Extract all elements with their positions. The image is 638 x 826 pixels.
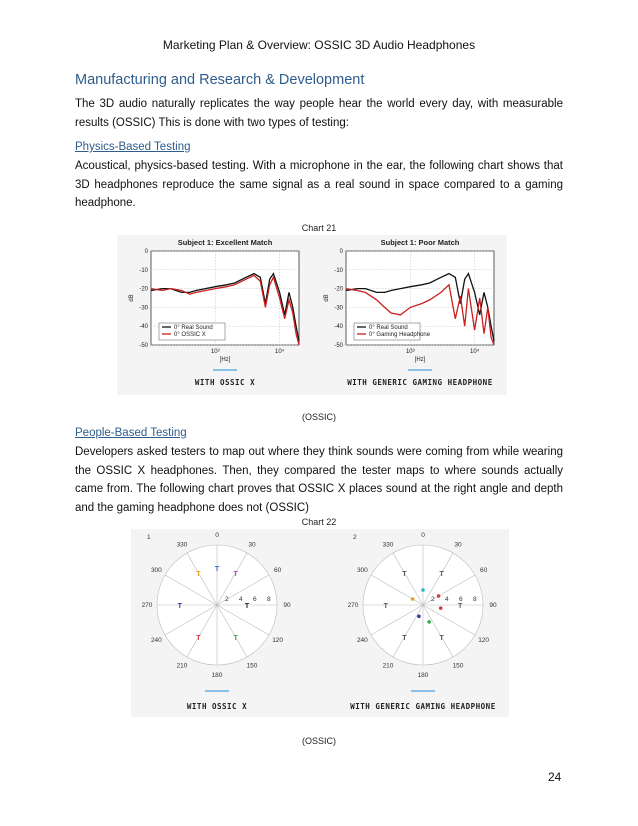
angle-label: 300 <box>356 567 368 574</box>
x-tick-label: 10⁴ <box>470 349 480 355</box>
people-heading: People-Based Testing <box>75 427 187 439</box>
legend-entry: 0° OSSIC X <box>174 332 206 338</box>
target-marker: T <box>402 635 407 643</box>
chart21-source: (OSSIC) <box>301 412 336 422</box>
ring-label: 2 <box>225 596 229 603</box>
ring-label: 6 <box>253 596 257 603</box>
angle-label: 210 <box>382 662 394 670</box>
y-axis-label: dB <box>324 294 330 302</box>
response-point <box>417 614 421 618</box>
panel-title: Subject 1: Poor Match <box>380 238 460 247</box>
target-marker: T <box>402 570 407 578</box>
chart22-figure <box>131 529 509 717</box>
y-tick-label: -30 <box>334 305 343 312</box>
target-marker: T <box>196 635 201 643</box>
x-tick-label: 10³ <box>405 349 415 355</box>
angle-label: 330 <box>176 541 188 549</box>
ring-label: 8 <box>267 596 271 603</box>
angle-label: 180 <box>417 672 429 679</box>
target-marker: T <box>233 570 238 578</box>
angle-label: 240 <box>356 637 368 644</box>
x-axis-label: [Hz] <box>414 357 426 363</box>
y-tick-label: -30 <box>139 305 148 312</box>
panel-title: Subject 1: Excellent Match <box>177 238 273 247</box>
chart21-caption: Chart 21 <box>301 223 337 233</box>
angle-label: 30 <box>248 541 256 549</box>
people-paragraph: Developers asked testers to map out where they think sounds were coming from while wearing the OSSIC X headphones. Then, they compared the tester maps to where sounds actually came from. The following chart proves that OSSIC X places sound at the right angle and depth and the gaming headphone does not (OSSIC) <box>75 446 563 514</box>
legend-entry: 0° Real Sound <box>174 325 213 331</box>
target-marker: T <box>244 603 250 610</box>
ring-label: 8 <box>473 596 477 603</box>
panel-number: 1 <box>147 534 151 541</box>
target-marker: T <box>439 570 444 578</box>
angle-label: 180 <box>211 672 223 679</box>
legend-entry: 0° Real Sound <box>369 325 408 331</box>
physics-heading: Physics-Based Testing <box>75 141 191 153</box>
running-header: Marketing Plan & Overview: OSSIC 3D Audio Headphones <box>162 38 476 52</box>
y-tick-label: -40 <box>139 324 148 331</box>
y-tick-label: 0 <box>339 249 343 255</box>
angle-label: 0 <box>215 532 219 539</box>
panel-footer-label: WITH OSSIC X <box>186 702 248 711</box>
response-point <box>427 620 431 624</box>
angle-label: 150 <box>246 662 258 670</box>
y-tick-label: -20 <box>139 286 148 293</box>
angle-label: 90 <box>489 602 497 609</box>
x-tick-label: 10⁴ <box>275 349 285 355</box>
ring-label: 2 <box>431 596 435 603</box>
y-tick-label: -40 <box>334 324 343 331</box>
intro-paragraph: The 3D audio naturally replicates the way people hear the world every day, with measurable results (OSSIC) This is done with two types of testing: <box>75 98 563 129</box>
y-tick-label: -10 <box>139 267 148 274</box>
angle-label: 330 <box>382 541 394 549</box>
section-heading: Manufacturing and Research & Development <box>75 72 365 88</box>
y-tick-label: -50 <box>334 343 343 349</box>
y-tick-label: -20 <box>334 286 343 293</box>
legend-entry: 0° Gaming Headphone <box>369 332 431 338</box>
target-marker: T <box>233 635 238 643</box>
page-number: 24 <box>548 770 562 784</box>
angle-label: 60 <box>480 567 488 574</box>
y-tick-label: -10 <box>334 267 343 274</box>
panel-footer-label: WITH GENERIC GAMING HEADPHONE <box>347 378 493 387</box>
target-marker: T <box>196 570 201 578</box>
angle-label: 0 <box>421 532 425 539</box>
ring-label: 6 <box>459 596 463 603</box>
ring-label: 4 <box>445 596 449 603</box>
response-point <box>421 588 425 592</box>
chart22-source: (OSSIC) <box>301 736 336 746</box>
physics-paragraph: Acoustical, physics-based testing. With a microphone in the ear, the following chart shows that 3D headphones reproduce the same signal as a real sound in space compared to a gaming headphone. <box>75 160 563 209</box>
angle-label: 300 <box>150 567 162 574</box>
angle-label: 270 <box>347 602 359 609</box>
target-marker: T <box>383 603 388 610</box>
angle-label: 120 <box>478 637 490 644</box>
panel-number: 2 <box>353 534 357 541</box>
y-tick-label: -50 <box>139 343 148 349</box>
y-tick-label: 0 <box>144 249 148 255</box>
ring-label: 4 <box>239 596 243 603</box>
angle-label: 60 <box>274 567 282 574</box>
angle-label: 120 <box>272 637 284 644</box>
angle-label: 30 <box>454 541 462 549</box>
angle-label: 210 <box>176 662 188 670</box>
response-point <box>437 594 441 598</box>
x-axis-label: [Hz] <box>219 357 231 363</box>
chart21-svg <box>117 235 507 395</box>
panel-footer-label: WITH OSSIC X <box>194 378 256 387</box>
chart21-figure <box>117 235 507 395</box>
response-point <box>411 597 415 601</box>
angle-label: 150 <box>452 662 464 670</box>
response-point <box>439 606 443 610</box>
chart22-caption: Chart 22 <box>301 517 337 527</box>
angle-label: 90 <box>283 602 291 609</box>
chart22-svg <box>131 529 509 717</box>
x-tick-label: 10³ <box>210 349 220 355</box>
panel-footer-label: WITH GENERIC GAMING HEADPHONE <box>350 702 496 711</box>
y-axis-label: dB <box>129 294 135 302</box>
target-marker: T <box>439 635 444 643</box>
angle-label: 240 <box>150 637 162 644</box>
angle-label: 270 <box>141 602 153 609</box>
target-marker: T <box>214 565 220 573</box>
target-marker: T <box>458 603 463 610</box>
target-marker: T <box>177 603 182 610</box>
